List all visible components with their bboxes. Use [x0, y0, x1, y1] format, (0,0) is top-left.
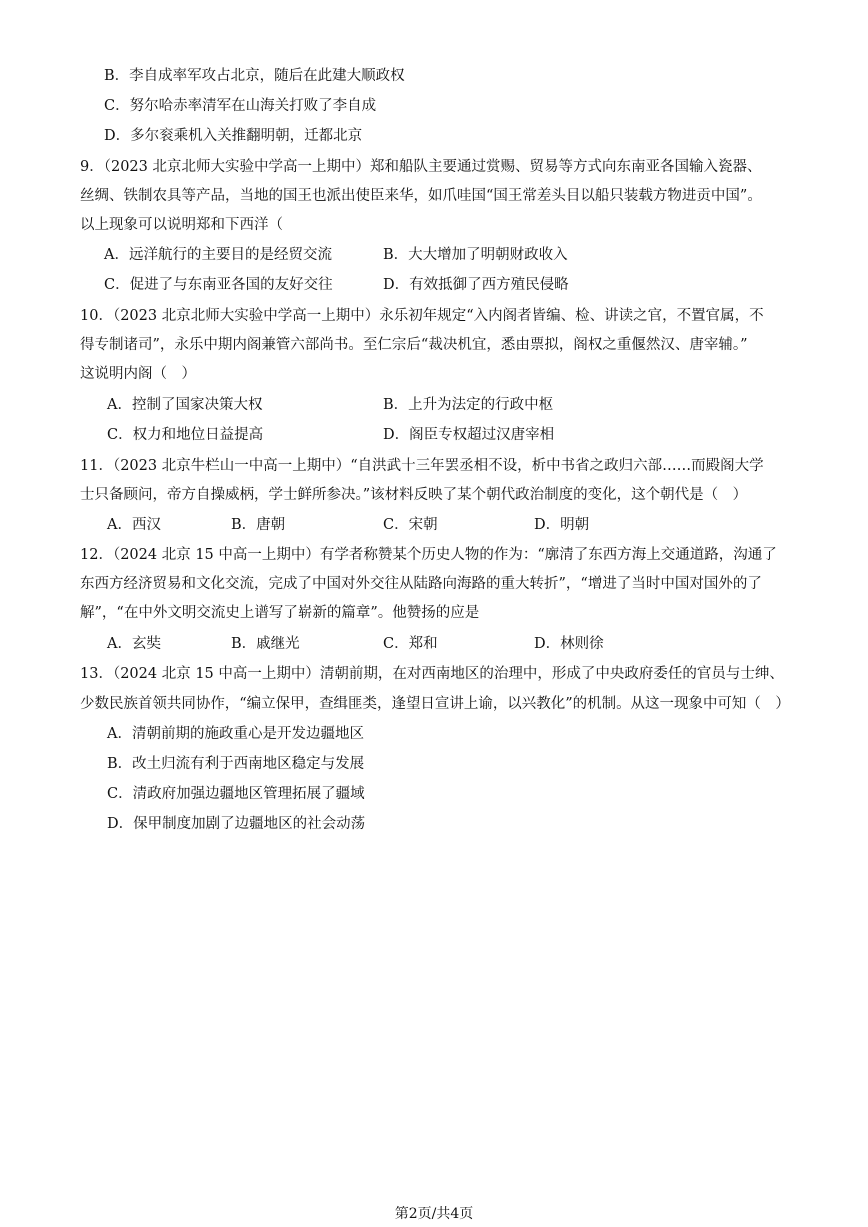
q9-option-d: D．有效抵御了西方殖民侵略 [383, 277, 569, 293]
q11-stem-line-2: 士只备顾问，帝方自操威柄，学士鲜所参决。”该材料反映了某个朝代政治制度的变化，这个朝代是（ ） [80, 487, 748, 503]
q11-option-c: C．宋朝 [383, 517, 438, 533]
q13-stem-line-1: 13．（2024 北京 15 中高一上期中）清朝前期，在对西南地区的治理中，形成了中央政府委任的官员与士绅、 [80, 666, 784, 682]
q13-option-b: B．改土归流有利于西南地区稳定与发展 [107, 756, 365, 772]
q11-option-b: B．唐朝 [231, 517, 286, 533]
q10-stem-line-3: 这说明内阁（ ） [80, 366, 196, 382]
q9-stem-line-3: 以上现象可以说明郑和下西洋（ [80, 217, 283, 233]
q12-option-a: A．玄奘 [107, 636, 161, 652]
q12-stem-line-3: 解”，“在中外文明交流史上谱写了崭新的篇章”。他赞扬的应是 [80, 605, 480, 621]
q12-stem-line-2: 东西方经济贸易和文化交流，完成了中国对外交往从陆路向海路的重大转折”，“增进了当时中国对国外的了 [80, 576, 762, 592]
q13-stem-line-2: 少数民族首领共同协作，“编立保甲，查缉匪类，逢望日宣讲上谕，以兴教化”的机制。从这一现象中可知（ ） [80, 696, 790, 712]
q11-stem-line-1: 11．（2023 北京牛栏山一中高一上期中）“自洪武十三年罢丞相不设，析中书省之政归六部……而殿阁大学 [80, 458, 764, 474]
q10-option-c: C．权力和地位日益提高 [107, 427, 264, 443]
q9-option-a: A．远洋航行的主要目的是经贸交流 [104, 247, 332, 263]
q10-option-d: D．阁臣专权超过汉唐宰相 [383, 427, 555, 443]
q8-option-d: D．多尔衮乘机入关推翻明朝，迁都北京 [104, 128, 363, 144]
q12-option-d: D．林则徐 [534, 636, 604, 652]
q12-option-b: B．戚继光 [231, 636, 300, 652]
q9-stem-line-1: 9．（2023 北京北师大实验中学高一上期中）郑和船队主要通过赏赐、贸易等方式向东南亚各国输入瓷器、 [80, 159, 762, 175]
q10-stem-line-1: 10．（2023 北京北师大实验中学高一上期中）永乐初年规定“入内阁者皆编、检、讲读之官，不置官属，不 [80, 308, 764, 324]
q12-option-c: C．郑和 [383, 636, 438, 652]
q9-option-c: C．促进了与东南亚各国的友好交往 [104, 277, 333, 293]
q13-option-d: D．保甲制度加剧了边疆地区的社会动荡 [107, 816, 366, 832]
q9-stem-line-2: 丝绸、铁制农具等产品，当地的国王也派出使臣来华，如爪哇国“国王常差头目以船只装载方物进贡中国”。 [80, 188, 762, 204]
q13-option-c: C．清政府加强边疆地区管理拓展了疆域 [107, 786, 365, 802]
q10-stem-line-2: 得专制诸司”，永乐中期内阁兼管六部尚书。至仁宗后“裁决机宜，悉由票拟，阁权之重偃然汉、唐宰辅。” [80, 337, 748, 353]
q8-option-b: B．李自成率军攻占北京，随后在此建大顺政权 [104, 68, 405, 84]
page-number: 第2页/共4页 [394, 1206, 474, 1222]
q10-option-b: B．上升为法定的行政中枢 [383, 397, 554, 413]
q13-option-a: A．清朝前期的施政重心是开发边疆地区 [107, 726, 364, 742]
q10-option-a: A．控制了国家决策大权 [107, 397, 263, 413]
q8-option-c: C．努尔哈赤率清军在山海关打败了李自成 [104, 98, 377, 114]
q12-stem-line-1: 12．（2024 北京 15 中高一上期中）有学者称赞某个历史人物的作为：“廓清了东西方海上交通道路，沟通了 [80, 547, 777, 563]
q11-option-d: D．明朝 [534, 517, 590, 533]
q11-option-a: A．西汉 [107, 517, 161, 533]
q9-option-b: B．大大增加了明朝财政收入 [383, 247, 568, 263]
